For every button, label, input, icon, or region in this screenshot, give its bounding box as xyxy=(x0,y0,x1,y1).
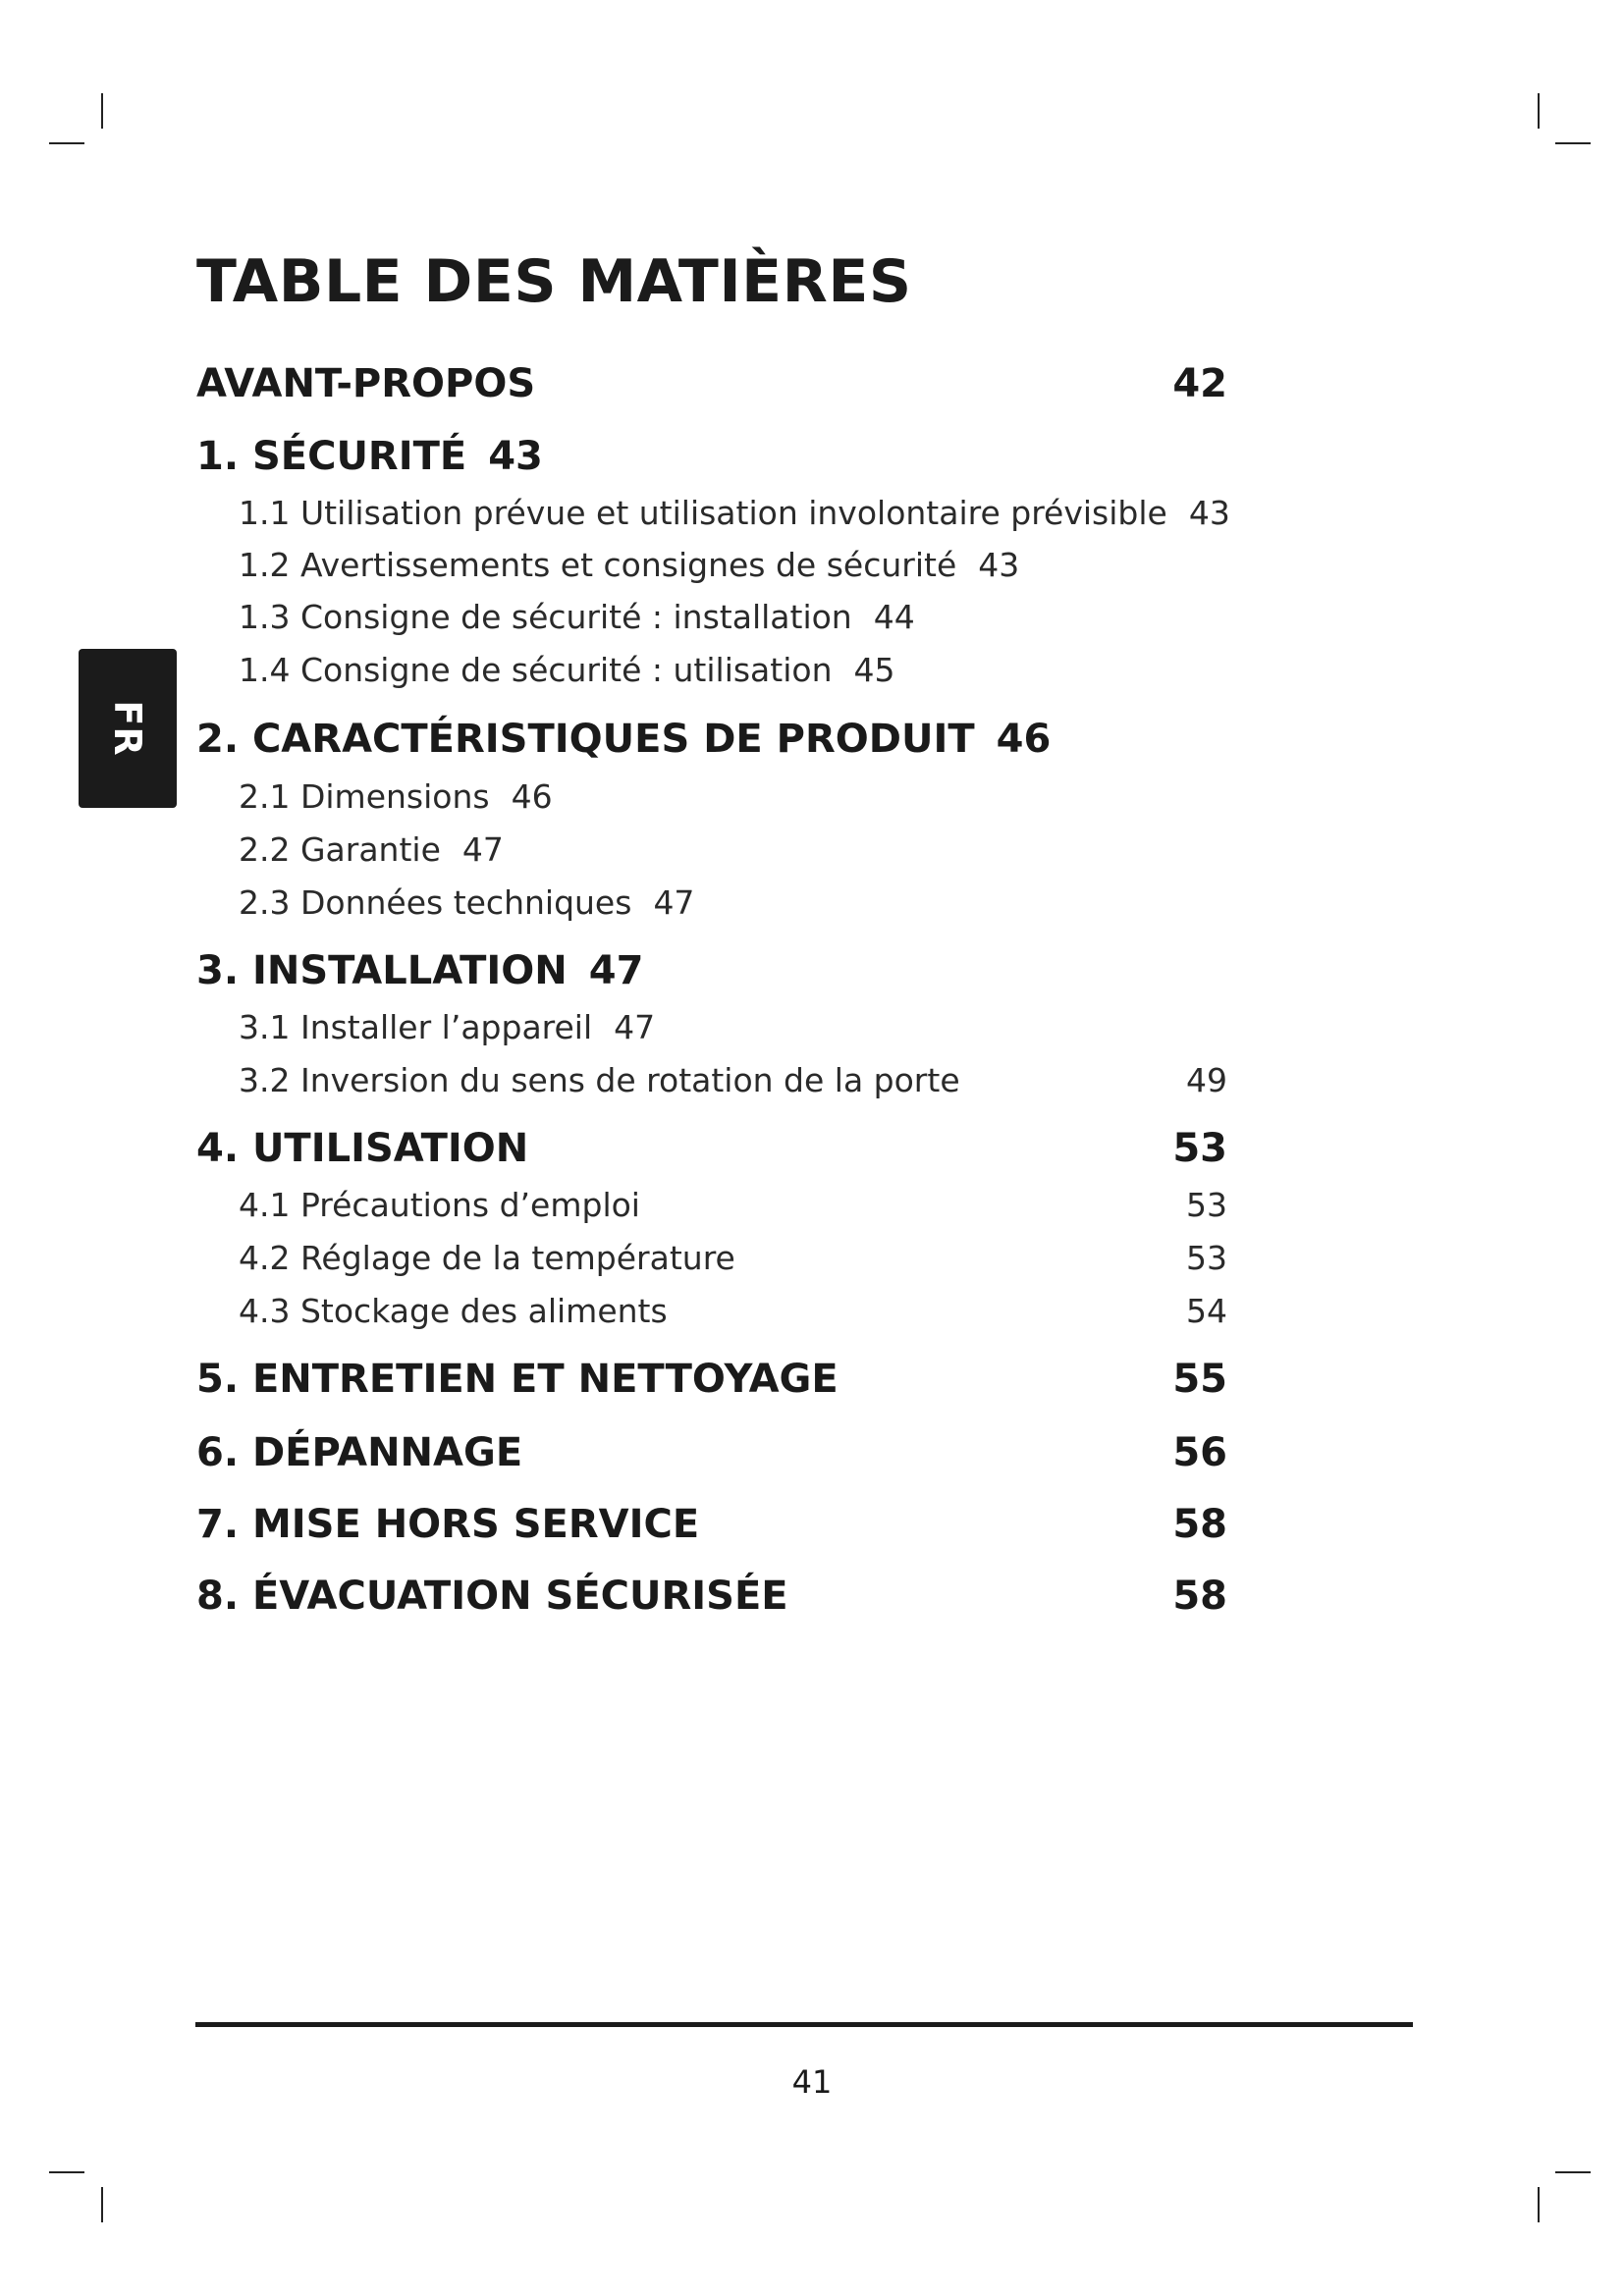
toc-label: 4. UTILISATION xyxy=(196,1126,529,1171)
toc-label: 3. INSTALLATION xyxy=(196,948,568,993)
crop-mark-bottom-right-v xyxy=(1538,2187,1540,2222)
toc-label: 2.2 Garantie xyxy=(239,830,441,869)
footer-rule xyxy=(195,2022,1413,2027)
toc-label: 1. SÉCURITÉ xyxy=(196,434,467,479)
toc-entry-4-2 xyxy=(239,1239,1227,1277)
toc-entry-1-1 xyxy=(239,494,1230,532)
toc-entry-3-1 xyxy=(239,1008,1227,1046)
toc-label: 6. DÉPANNAGE xyxy=(196,1430,523,1475)
toc-entry-4-3 xyxy=(239,1292,1227,1330)
language-tab-label: FR xyxy=(106,700,149,757)
toc-page: 46 xyxy=(511,777,553,816)
toc-entry-mise-hors-service xyxy=(196,1502,1227,1547)
toc-label: 8. ÉVACUATION SÉCURISÉE xyxy=(196,1574,788,1619)
toc-page: 56 xyxy=(1172,1430,1227,1475)
crop-mark-bottom-right-h xyxy=(1555,2171,1591,2173)
crop-mark-top-left-v xyxy=(101,93,103,129)
toc-page: 54 xyxy=(1186,1292,1227,1330)
toc-label: AVANT-PROPOS xyxy=(196,361,536,406)
page-title: TABLE DES MATIÈRES xyxy=(196,247,912,316)
toc-entry-entretien xyxy=(196,1357,1227,1402)
toc-entry-1-4 xyxy=(239,651,1227,689)
toc-label: 2. CARACTÉRISTIQUES DE PRODUIT xyxy=(196,717,975,762)
toc-label: 1.1 Utilisation prévue et utilisation involontaire prévisible xyxy=(239,494,1167,532)
toc-page: 43 xyxy=(1188,494,1230,532)
toc-label: 4.2 Réglage de la température xyxy=(239,1239,735,1277)
toc-page: 53 xyxy=(1172,1126,1227,1171)
toc-page: 47 xyxy=(461,830,504,869)
crop-mark-bottom-left-h xyxy=(49,2171,84,2173)
toc-page: 46 xyxy=(996,717,1052,762)
toc-entry-2-2 xyxy=(239,830,1227,869)
toc-label: 3.2 Inversion du sens de rotation de la porte xyxy=(239,1061,960,1099)
toc-entry-4-1 xyxy=(239,1186,1227,1224)
toc-page: 58 xyxy=(1172,1502,1227,1547)
toc-entry-2-3 xyxy=(239,883,1227,922)
toc-page: 43 xyxy=(978,546,1020,584)
toc-label: 1.3 Consigne de sécurité : installation xyxy=(239,598,852,636)
toc-page: 53 xyxy=(1186,1239,1227,1277)
toc-entry-evacuation xyxy=(196,1574,1227,1619)
toc-label: 4.1 Précautions d’emploi xyxy=(239,1186,640,1224)
toc-entry-utilisation xyxy=(196,1126,1227,1171)
toc-entry-3-2 xyxy=(239,1061,1227,1099)
toc-page: 45 xyxy=(853,651,895,689)
language-tab xyxy=(79,649,177,808)
toc-label: 4.3 Stockage des aliments xyxy=(239,1292,668,1330)
toc-page: 44 xyxy=(873,598,915,636)
toc-page: 42 xyxy=(1172,361,1227,406)
toc-entry-securite xyxy=(196,434,1227,479)
toc-label: 2.3 Données techniques xyxy=(239,883,632,922)
toc-page: 47 xyxy=(653,883,695,922)
toc-label: 1.2 Avertissements et consignes de sécurité xyxy=(239,546,957,584)
crop-mark-top-right-h xyxy=(1555,142,1591,144)
toc-page: 55 xyxy=(1172,1357,1227,1402)
toc-page: 43 xyxy=(488,434,543,479)
toc-entry-depannage xyxy=(196,1430,1227,1475)
toc-label: 5. ENTRETIEN ET NETTOYAGE xyxy=(196,1357,839,1402)
toc-label: 2.1 Dimensions xyxy=(239,777,490,816)
toc-entry-2-1 xyxy=(239,777,1227,816)
toc-page: 49 xyxy=(1186,1061,1227,1099)
toc-entry-1-3 xyxy=(239,598,1227,636)
toc-page: 47 xyxy=(614,1008,656,1046)
toc-entry-avant-propos xyxy=(196,361,1227,406)
toc-entry-1-2 xyxy=(239,546,1227,584)
toc-entry-installation xyxy=(196,948,1227,993)
toc-label: 3.1 Installer l’appareil xyxy=(239,1008,593,1046)
toc-page: 47 xyxy=(588,948,644,993)
toc-page: 53 xyxy=(1186,1186,1227,1224)
crop-mark-top-right-v xyxy=(1538,93,1540,129)
toc-label: 1.4 Consigne de sécurité : utilisation xyxy=(239,651,833,689)
page-number: 41 xyxy=(791,2063,833,2101)
crop-mark-bottom-left-v xyxy=(101,2187,103,2222)
toc-page: 58 xyxy=(1172,1574,1227,1619)
toc-entry-caracteristiques xyxy=(196,717,1227,762)
crop-mark-top-left-h xyxy=(49,142,84,144)
toc-label: 7. MISE HORS SERVICE xyxy=(196,1502,700,1547)
